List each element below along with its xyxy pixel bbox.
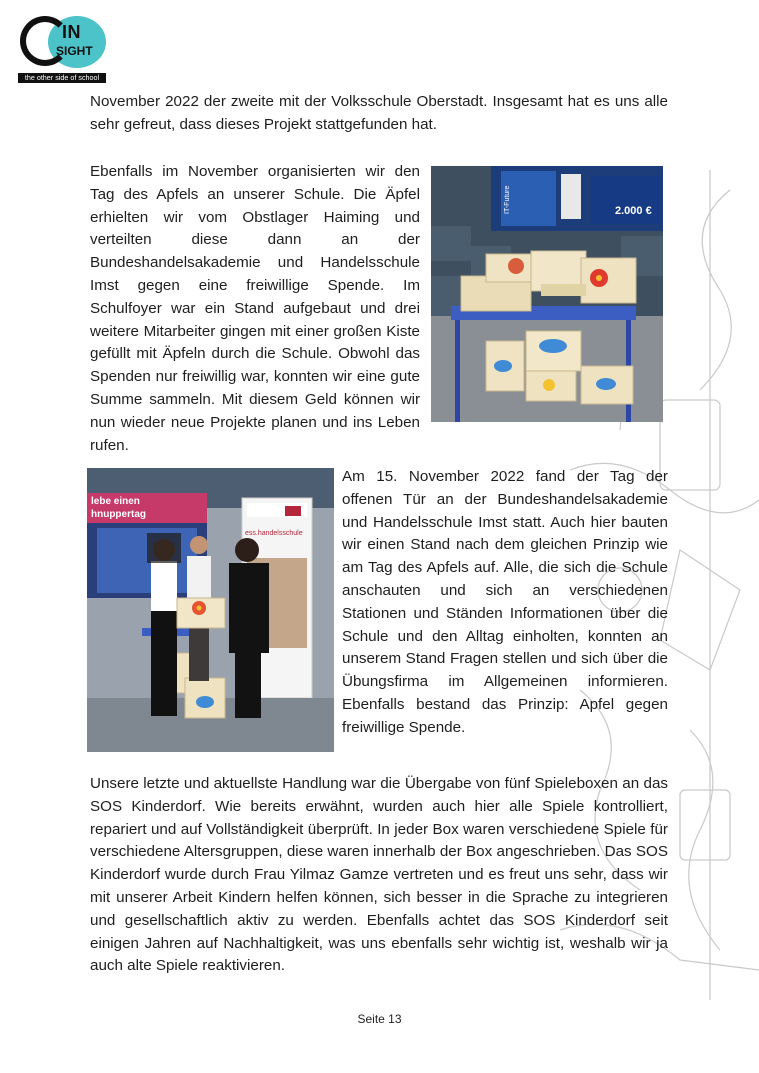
insight-logo	[18, 14, 108, 84]
logo-in-text: IN	[62, 22, 81, 42]
paragraph-volksschule: November 2022 der zweite mit der Volksschule Oberstadt. Insgesamt hat es uns alle sehr gefreut, dass dieses Projekt stattgefunden hat.	[90, 93, 668, 133]
photo2-banner-line1: lebe einen	[91, 496, 140, 507]
paragraph-tag-der-offenen-tuer: Am 15. November 2022 fand der Tag der offenen Tür an der Bundeshandelsakademie und Handelsschule Imst statt. Auch hier bauten wir einen Stand nach dem gleichen Prinzip wie am Tag des Apfels auf. Alle, die sich die Schule anschauten und sich an verschiedenen Stationen und Ständen Informationen über die Schule und den Alltag einholten, konnten an unserem Stand Fragen stellen und sich über die Übungsfirma im Allgemeinen informieren. Ebenfalls bestand das Prinzip: Apfel gegen freiwillige Spende.	[342, 468, 668, 736]
logo-sight-text: SIGHT	[56, 44, 93, 58]
paragraph-sos-kinderdorf: Unsere letzte und aktuellste Handlung war die Übergabe von fünf Spieleboxen an das SOS Kinderdorf. Wie bereits erwähnt, wurden auch hier alle Spiele kontrolliert, repariert und auf Vollständigkeit überprüft. In jeder Box waren verschiedene Spiele für verschiedene Altersgruppen, diese waren innerhalb der Box angeschrieben. Das SOS Kinderdorf wurde durch Frau Yilmaz Gamze vertreten und es freut uns sehr, dass wir mit unserer Arbeit Kindern helfen können, sich besser in die Sprache zu integrieren und gesellschaftlich aktiv zu werden. Ebenfalls achtet das SOS Kinderdorf seit einigen Jahren auf Nachhaltigkeit, was uns ebenfalls sehr wichtig ist, weshalb wir ja auch alte Spiele reaktivieren.	[90, 775, 668, 975]
paragraph-tag-des-apfels: Ebenfalls im November organisierten wir den Tag des Apfels an unserer Schule. Die Äpfel erhielten wir vom Obstlager Haiming und verteilten diese dann an der Bundeshandelsakademie und Handelsschule Imst gegen eine freiwillige Spende. Im Schulfoyer war ein Stand aufgebaut und drei weitere Mitarbeiter gingen mit einer großen Kiste gefüllt mit Äpfeln durch die Schule. Obwohl das Spenden nur freiwillig war, konnten wir eine gute Summe sammeln. Mit diesem Geld können wir nun wieder neue Projekte planen und ins Leben rufen.	[90, 163, 420, 454]
page-number: Seite 13	[357, 1012, 402, 1026]
photo-open-day-stand	[87, 468, 334, 752]
photo1-screen-text: IT-Future	[504, 185, 511, 214]
photo2-rollup-text: ess.handelsschule	[245, 530, 303, 537]
photo1-price-text: 2.000 €	[615, 205, 652, 217]
logo-tagline: the other side of school	[18, 73, 106, 83]
photo2-banner-line2: hnuppertag	[91, 509, 146, 520]
photo-game-boxes-table	[431, 166, 663, 422]
